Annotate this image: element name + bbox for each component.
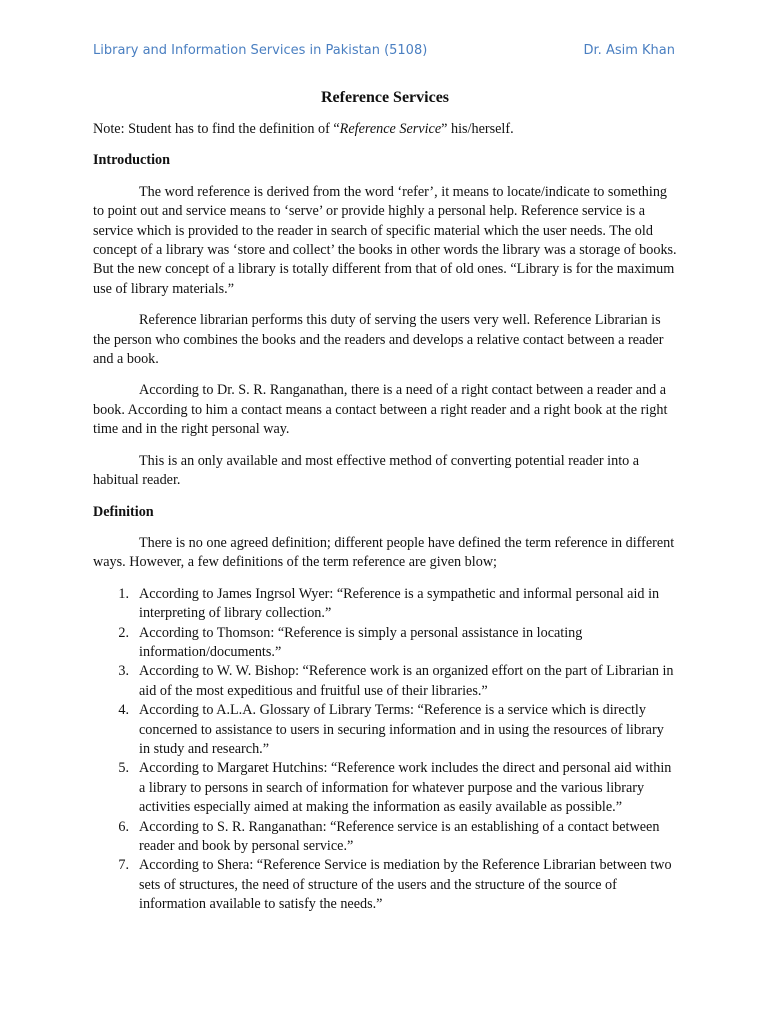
- list-item: [93, 662, 677, 701]
- list-item: [93, 624, 677, 663]
- list-item-number: 5.: [118, 760, 129, 777]
- list-item-text: According to S. R. Ranganathan: “Reference service is an establishing of a contact between reader and book by personal service.”: [139, 818, 660, 854]
- list-item-text: According to James Ingrsol Wyer: “Reference is a sympathetic and informal personal aid in interpreting of library collection.”: [139, 585, 660, 622]
- list-item-text: According to Shera: “Reference Service is mediation by the Reference Librarian between two sets of structures, the need of structure of the users and the structure of the source of information available to satisfy the needs.”: [139, 857, 672, 913]
- list-item: [93, 701, 677, 759]
- list-item: [93, 856, 677, 914]
- header-author: Dr. Asim Khan: [583, 43, 675, 58]
- page-title: Reference Services: [320, 89, 450, 106]
- definition-heading: Definition: [93, 503, 154, 520]
- page-header: [93, 43, 675, 58]
- document-body: [93, 88, 677, 915]
- list-item-text: According to A.L.A. Glossary of Library Terms: “Reference is a service which is directly concerned to assistance to users in securing information and in using the resources of library in study and research.”: [139, 702, 664, 757]
- note-paragraph: [93, 120, 677, 139]
- intro-paragraph-1: The word reference is derived from the word ‘refer’, it means to locate/indicate to something to point out and service means to ‘serve’ or provide highly a personal help. Reference service is a service which is provided to the reader in search of specific material which the user needs. The old concept of a library was ‘store and collect’ the books in other words the library was a storage of books. But the new concept of a library is totally different from that of old ones. “Library is for the maximum use of library materials.”: [93, 183, 677, 297]
- note-prefix: Note: Student has to find the definition of “: [93, 121, 340, 137]
- introduction-heading: Introduction: [93, 152, 170, 169]
- list-item-number: 4.: [118, 702, 129, 719]
- intro-paragraph-4: This is an only available and most effective method of converting potential reader into a habitual reader.: [93, 452, 640, 489]
- list-item: [93, 759, 677, 817]
- list-item-number: 6.: [118, 818, 129, 835]
- definition-intro: There is no one agreed definition; different people have defined the term reference in different ways. However, a few definitions of the term reference are given blow;: [93, 534, 675, 571]
- list-item-text: According to W. W. Bishop: “Reference work is an organized effort on the part of Librarian in aid of the most expeditious and fruitful use of their libraries.”: [139, 663, 674, 699]
- intro-paragraph-3: According to Dr. S. R. Ranganathan, there is a need of a right contact between a reader and a book. According to him a contact means a contact between a right reader and a right book at the right time and in the right personal way.: [93, 382, 668, 438]
- list-item: [93, 585, 677, 624]
- intro-paragraph-2: Reference librarian performs this duty of serving the users very well. Reference Librarian is the person who combines the books and the readers and develops a relative contact between a reader and a book.: [93, 312, 664, 368]
- header-course-title: Library and Information Services in Pakistan (5108): [93, 43, 428, 58]
- definition-list: [93, 585, 677, 915]
- note-suffix: ” his/herself.: [441, 121, 514, 137]
- list-item-number: 7.: [118, 857, 129, 874]
- note-emphasis: Reference Service: [339, 121, 442, 137]
- list-item-text: According to Thomson: “Reference is simply a personal assistance in locating information/documents.”: [139, 624, 583, 660]
- list-item-number: 2.: [118, 624, 129, 641]
- list-item: [93, 818, 677, 857]
- list-item-number: 3.: [118, 663, 129, 680]
- list-item-text: According to Margaret Hutchins: “Reference work includes the direct and personal aid within a library to persons in search of information for whatever purpose and the various library activities especially aimed at making the information as easily available as possible.”: [139, 760, 672, 816]
- list-item-number: 1.: [118, 585, 129, 602]
